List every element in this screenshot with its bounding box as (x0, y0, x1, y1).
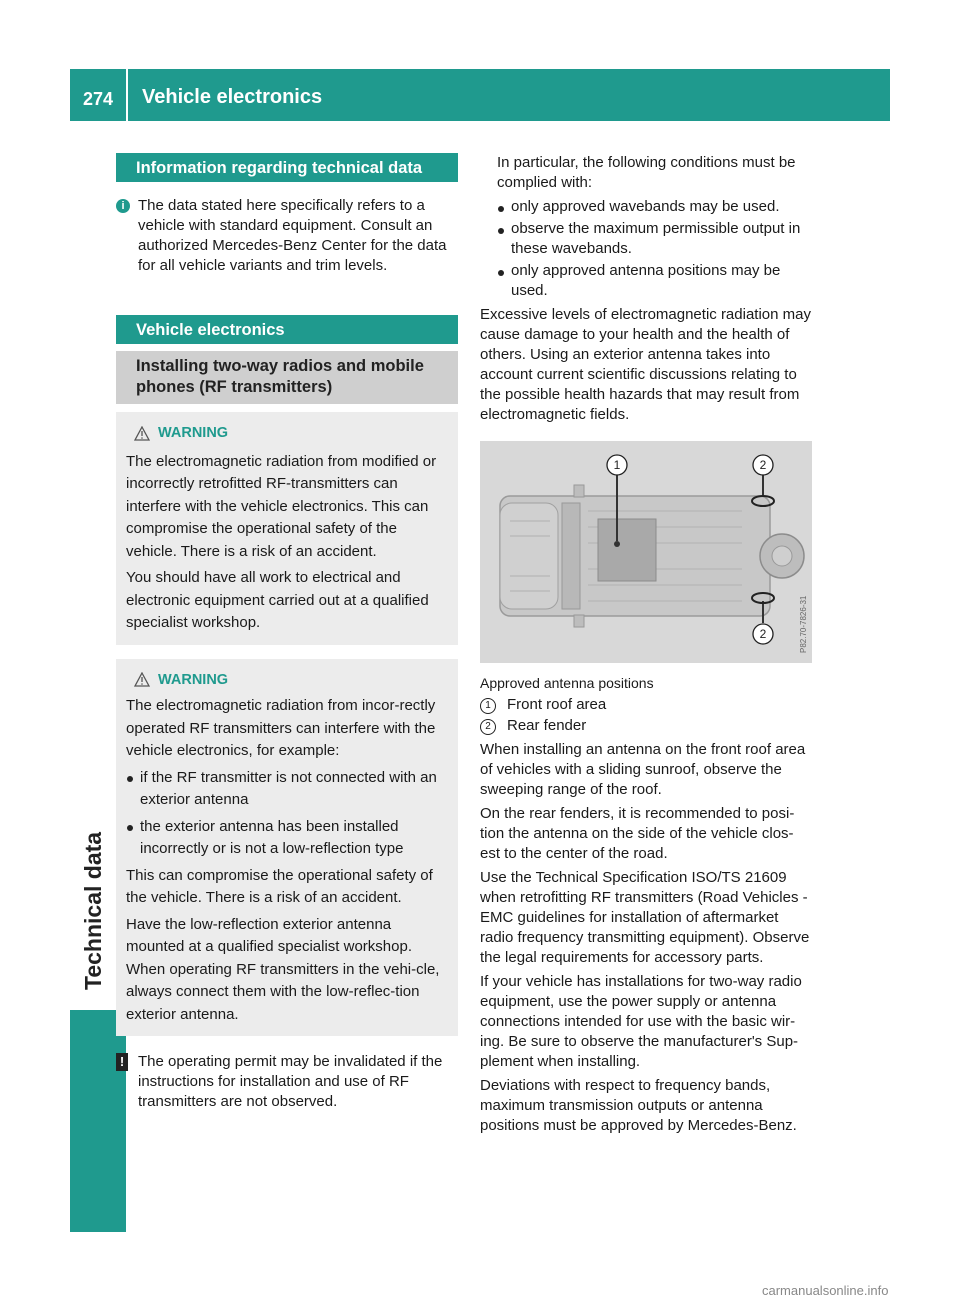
conditions-list (480, 197, 812, 301)
legend-text: Rear fender (507, 717, 587, 734)
warning1-advice: You should have all work to electrical and electronic equipment carried out at a qualified specialist workshop. (126, 569, 429, 631)
installation-paragraph: If your vehicle has installations for two-way radio equipment, use the power supply or antenna connections intended for use with the basic wir-ing. Be sure to observe the manufacturer's Sup-plement when installing. (480, 973, 802, 1070)
exclamation-icon: ! (116, 1053, 128, 1071)
vehicle-top-view-icon (480, 441, 812, 663)
list-item: only approved antenna positions may be used. (497, 261, 812, 301)
page-title: Vehicle electronics (142, 86, 323, 108)
warning-box-1 (116, 412, 458, 645)
info-icon: i (116, 199, 130, 213)
subsection-heading: Installing two-way radios and mobile phones (RF transmitters) (116, 351, 458, 404)
antenna-positions-figure (480, 441, 812, 663)
caution-note-text: The operating permit may be invalidated if the instructions for installation and use of RF transmitters are not observed. (138, 1053, 443, 1110)
conditions-intro: In particular, the following conditions must be complied with: (497, 154, 796, 191)
legend-item-1 (480, 695, 812, 715)
marker-1: 1 (613, 458, 621, 472)
section-heading-technical-data: Information regarding technical data (116, 153, 458, 182)
warning-triangle-icon (134, 672, 150, 687)
section-heading-vehicle-electronics: Vehicle electronics (116, 315, 458, 344)
right-column (480, 153, 812, 1136)
list-item: the exterior antenna has been installed incorrectly or is not a low-reflection type (126, 816, 450, 861)
caution-note (116, 1052, 458, 1112)
legend-number: 2 (480, 719, 496, 735)
warning1-text: The electromagnetic radiation from modified or incorrectly retrofitted RF-transmitters can interfere with the vehicle electronics. This can compromise the operational safety of the vehicle. There is a risk of an accident. (126, 452, 437, 560)
figure-code: P82.70-7826-31 (799, 595, 808, 653)
marker-2-top: 2 (759, 458, 767, 472)
radiation-paragraph: Excessive levels of electromagnetic radiation may cause damage to your health and the health of others. Using an exterior antenna takes into account current scientific discussions relating to the possible health hazards that may result from electromagnetic fields. (480, 306, 811, 423)
info-note (116, 196, 458, 276)
marker-2-bottom: 2 (759, 627, 767, 641)
header-divider (126, 69, 128, 121)
iso-paragraph: Use the Technical Specification ISO/TS 21609 when retrofitting RF transmitters (Road Vehicles - EMC guidelines for installation of aftermarket radio frequency transmitting equipment). Observe the legal requirements for accessory parts. (480, 869, 810, 966)
legend-item-2 (480, 716, 812, 736)
warning2-bullets (126, 767, 450, 861)
footer-watermark: carmanualsonline.info (762, 1283, 889, 1298)
sunroof-paragraph: When installing an antenna on the front roof area of vehicles with a sliding sunroof, observe the sweeping range of the roof. (480, 741, 806, 798)
warning-triangle-icon (134, 426, 150, 441)
legend-text: Front roof area (507, 696, 607, 713)
warning-box-2 (116, 659, 458, 1037)
warning-title: WARNING (134, 669, 450, 692)
deviations-paragraph: Deviations with respect to frequency bands, maximum transmission outputs or antenna positions must be approved by Mercedes-Benz. (480, 1077, 797, 1134)
warning-title: WARNING (134, 422, 450, 445)
warning2-text: The electromagnetic radiation from incor-rectly operated RF transmitters can interfere with the vehicle electronics, for example: (126, 697, 436, 759)
left-column (116, 153, 458, 1112)
rear-fender-paragraph: On the rear fenders, it is recommended to posi-tion the antenna on the side of the vehicle clos-est to the center of the road. (480, 805, 795, 862)
list-item: if the RF transmitter is not connected with an exterior antenna (126, 767, 450, 812)
warning2-advice: Have the low-reflection exterior antenna mounted at a qualified specialist workshop. When operating RF transmitters in the vehi-cle, always connect them with the low-reflec-tion exterior antenna. (126, 915, 440, 1023)
page-number: 274 (82, 89, 114, 109)
figure-caption: Approved antenna positions (480, 675, 654, 691)
list-item: only approved wavebands may be used. (497, 197, 812, 217)
info-note-text: The data stated here specifically refers to a vehicle with standard equipment. Consult an authorized Mercedes-Benz Center for the data for all vehicle variants and trim levels. (138, 197, 447, 274)
legend-number: 1 (480, 698, 496, 714)
list-item: observe the maximum permissible output in these wavebands. (497, 219, 812, 259)
warning2-consequence: This can compromise the operational safety of the vehicle. There is a risk of an accident. (126, 866, 433, 906)
